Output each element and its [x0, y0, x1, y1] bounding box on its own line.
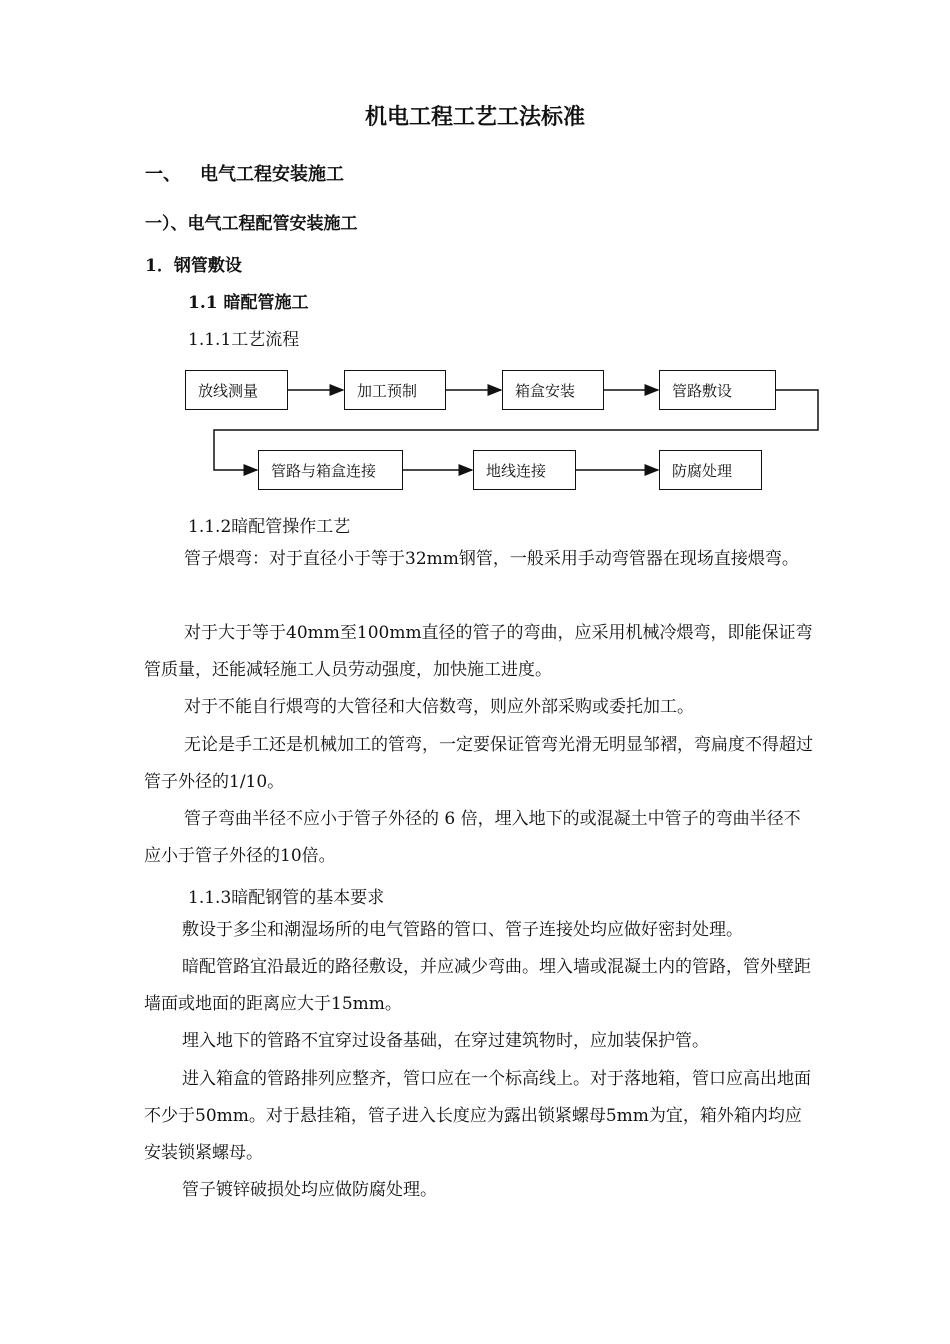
paragraph-machine-bending: 对于大于等于40mm至100mm直径的管子的弯曲，应采用机械冷煨弯，即能保证弯管质量，还能减轻施工人员劳动强度，加快施工进度。 — [144, 623, 813, 680]
heading4: 1.1 暗配管施工 — [188, 293, 309, 313]
flow-step-4: 管路敷设 — [659, 370, 776, 410]
paragraph-anticorrosion: 管子镀锌破损处均应做防腐处理。 — [182, 1180, 437, 1200]
paragraph-routing: 暗配管路宜沿最近的路径敷设，并应减少弯曲。埋入墙或混凝土内的管路，管外壁距墙面或地面的距离应大于15mm。 — [144, 957, 811, 1014]
flow-step-6: 地线连接 — [473, 450, 576, 490]
flow-step-1: 放线测量 — [185, 370, 288, 410]
heading1-number: 一、 — [145, 164, 181, 185]
heading1-text: 电气工程安装施工 — [200, 164, 344, 185]
flow-step-3: 箱盒安装 — [502, 370, 604, 410]
paragraph-bending: 管子煨弯：对于直径小于等于32mm钢管，一般采用手动弯管器在现场直接煨弯。 — [184, 549, 799, 569]
process-flow-connectors — [0, 0, 950, 520]
paragraph-outsourcing: 对于不能自行煨弯的大管径和大倍数弯，则应外部采购或委托加工。 — [184, 697, 694, 717]
flow-step-5: 管路与箱盒连接 — [258, 450, 403, 490]
heading3: 1．钢管敷设 — [145, 256, 242, 276]
paragraph-bend-radius: 管子弯曲半径不应小于管子外径的 6 倍，埋入地下的或混凝土中管子的弯曲半径不应小于管子外径的10倍。 — [144, 809, 801, 866]
heading2: 一）、电气工程配管安装施工 — [145, 214, 358, 234]
paragraph-sealing: 敷设于多尘和潮湿场所的电气管路的管口、管子连接处均应做好密封处理。 — [182, 920, 743, 940]
paragraph-bend-quality: 无论是手工还是机械加工的管弯，一定要保证管弯光滑无明显邹褶，弯扁度不得超过管子外径的1/10。 — [144, 735, 813, 792]
flow-step-7: 防腐处理 — [659, 450, 762, 490]
document-title: 机电工程工艺工法标准 — [364, 105, 585, 130]
flow-step-2: 加工预制 — [344, 370, 446, 410]
subsection-requirements: 1.1.3暗配钢管的基本要求 — [188, 888, 385, 908]
paragraph-box-entry: 进入箱盒的管路排列应整齐，管口应在一个标高线上。对于落地箱，管口应高出地面不少于50mm。对于悬挂箱，管子进入长度应为露出锁紧螺母5mm为宜，箱外箱内均应安装锁紧螺母。 — [144, 1069, 811, 1163]
subsection-process-flow: 1.1.1工艺流程 — [188, 330, 300, 350]
subsection-operation: 1.1.2暗配管操作工艺 — [188, 517, 351, 537]
paragraph-foundation: 埋入地下的管路不宜穿过设备基础，在穿过建筑物时，应加装保护管。 — [182, 1031, 709, 1051]
